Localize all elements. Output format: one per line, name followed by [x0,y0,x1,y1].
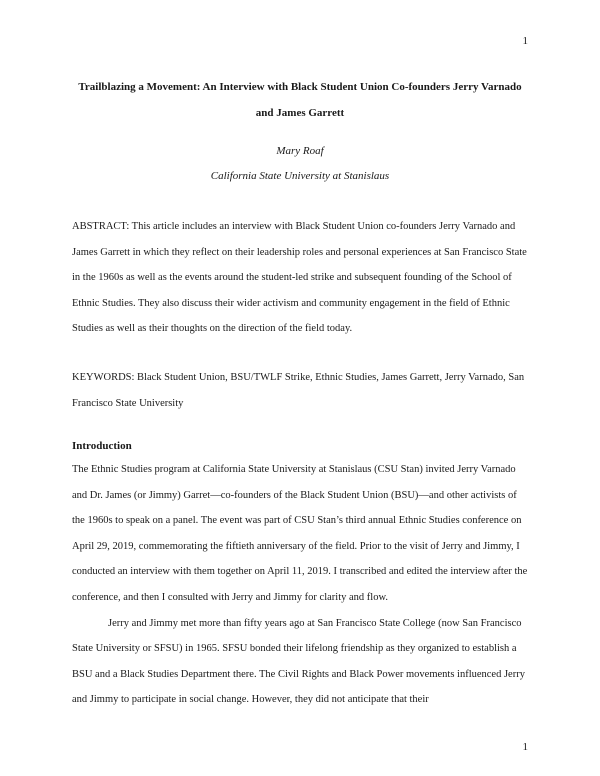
author-name: Mary Roaf [276,145,324,157]
keywords [72,365,530,416]
paragraph: Jerry and Jimmy met more than fifty years ago at San Francisco State College (now San Francisco State University or SFSU) in 1965. SFSU bonded their lifelong friendship as they organized to establish a BSU and a Black Studies Department there. The Civil Rights and Black Power movements influenced Jerry and Jimmy to participate in social change. However, they did not anticipate that their [72,617,525,706]
introduction-body [72,457,530,713]
article-title: Trailblazing a Movement: An Interview with Black Student Union Co-founders Jerry Varnado and James Garrett [78,81,522,119]
paragraph: The Ethnic Studies program at California State University at Stanislaus (CSU Stan) invited Jerry Varnado and Dr. James (or Jimmy) Garret—co-founders of the Black Student Union (BSU)—and other activists of the 1960s to speak on a panel. The event was part of CSU Stan’s third annual Ethnic Studies conference on April 29, 2019, commemorating the fiftieth anniversary of the field. Prior to the visit of Jerry and Jimmy, I conducted an interview with them together on April 11, 2019. I transcribed and edited the interview after the conference, and then I consulted with Jerry and Jimmy for clarity and flow. [72,464,528,603]
section-heading-introduction: Introduction [72,440,132,452]
page-number-bottom: 1 [522,741,528,753]
author-affiliation: California State University at Stanislaus [210,170,390,182]
abstract [72,214,530,342]
keywords-text: KEYWORDS: Black Student Union, BSU/TWLF Strike, Ethnic Studies, James Garrett, Jerry Varnado, San Francisco State University [72,372,525,409]
abstract-text: ABSTRACT: This article includes an interview with Black Student Union co-founders Jerry Varnado and James Garrett in which they reflect on their leadership roles and personal experiences at San Francisco State in the 1960s as well as the events around the student-led strike and subsequent founding of the School of Ethnic Studies. They also discuss their wider activism and community engagement in the field of Ethnic Studies as well as their thoughts on the direction of the field today. [72,221,527,335]
page-number-top: 1 [522,35,528,47]
